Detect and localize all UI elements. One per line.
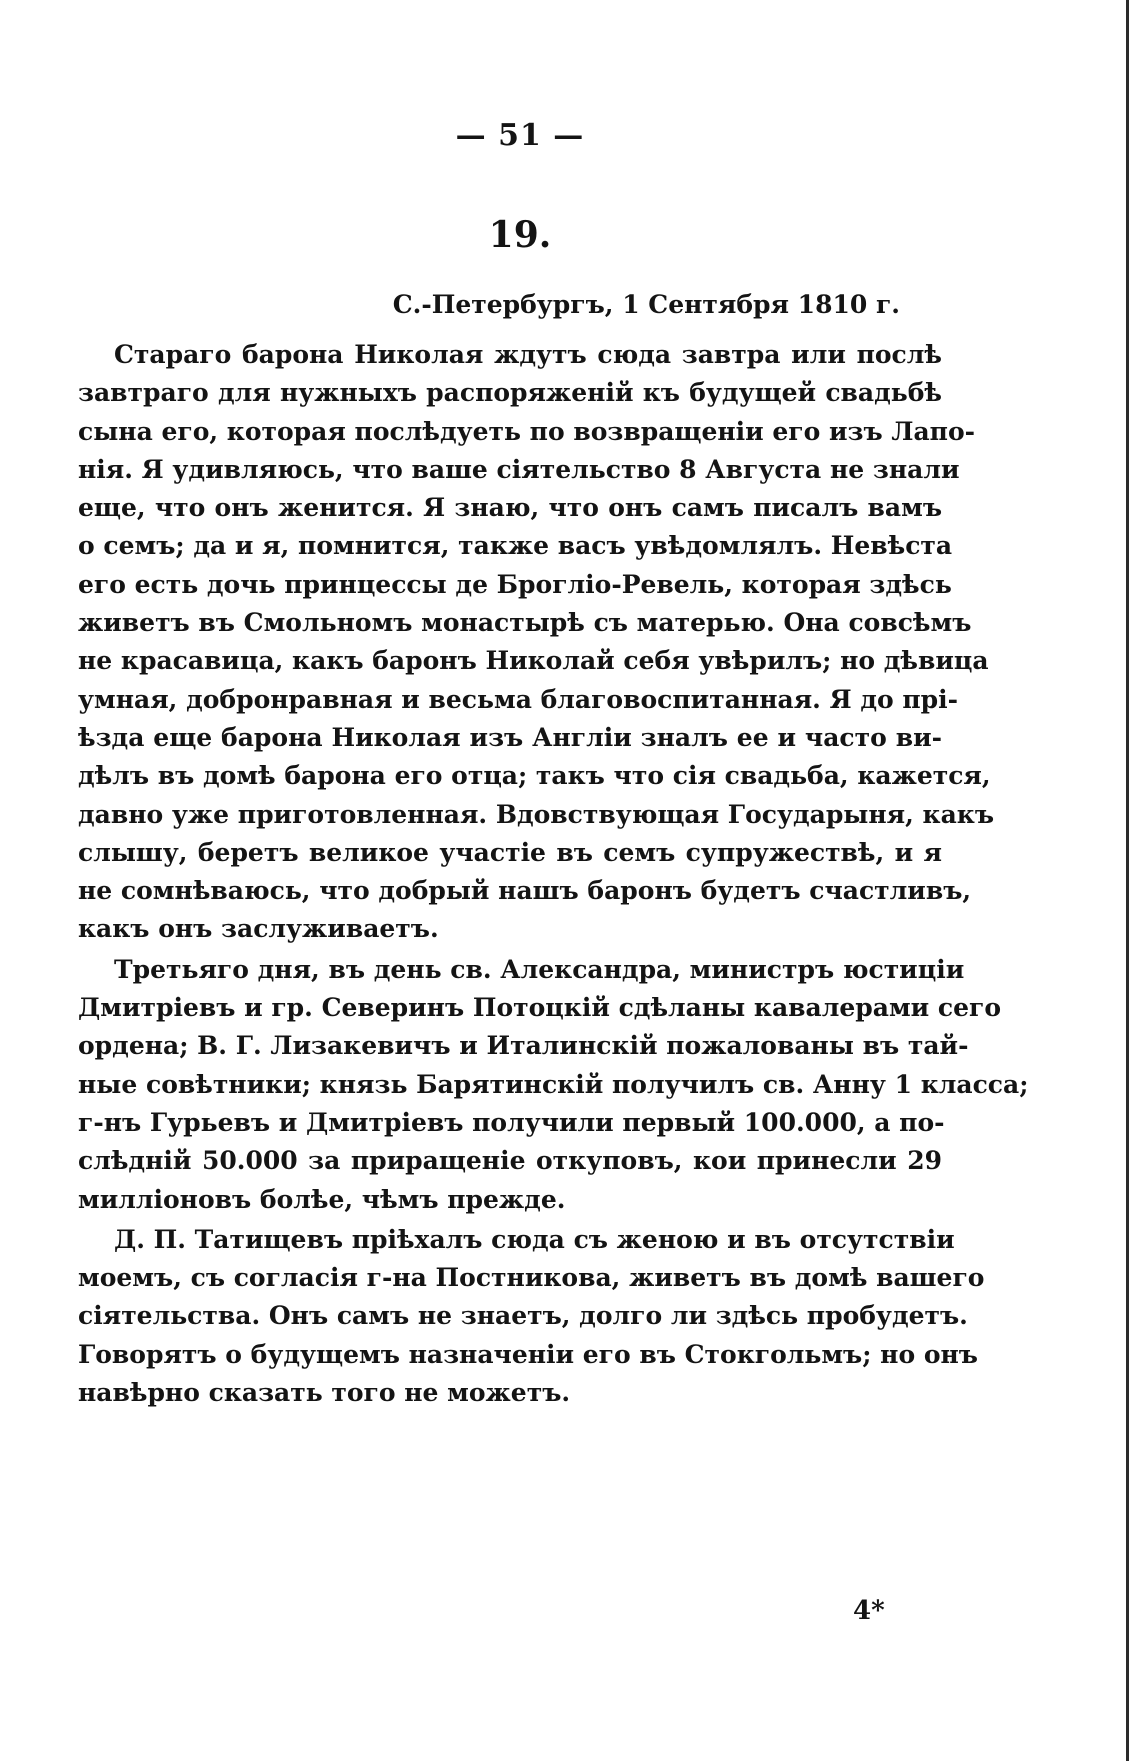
text-line: Говорятъ о будущемъ назначеніи его въ Стокгольмъ; но онъ xyxy=(78,1339,978,1369)
paragraph-1 xyxy=(78,336,995,949)
text-line: не сомнѣваюсь, что добрый нашъ баронъ будетъ счастливъ, xyxy=(78,876,972,906)
text-line: ѣзда еще барона Николая изъ Англіи зналъ ее и часто ви- xyxy=(78,722,942,752)
text-line: завтраго для нужныхъ распоряженій къ будущей свадьбѣ xyxy=(78,378,942,408)
sheet-signature-mark: 4* xyxy=(853,1596,885,1626)
text-line: живетъ въ Смольномъ монастырѣ съ матерью. Она совсѣмъ xyxy=(78,608,972,638)
text-line: о семъ; да и я, помнится, также васъ увѣдомлялъ. Невѣста xyxy=(78,531,953,561)
text-line: милліоновъ болѣе, чѣмъ прежде. xyxy=(78,1184,566,1214)
text-line: слышу, беретъ великое участіе въ семъ супружествѣ, и я xyxy=(78,837,942,867)
text-line: ордена; В. Г. Лизакевичъ и Италинскій пожалованы въ тай- xyxy=(78,1031,969,1061)
letter-body xyxy=(78,336,1029,1414)
text-line: ные совѣтники; князь Барятинскій получилъ св. Анну 1 класса; xyxy=(78,1069,1029,1099)
text-line: Третьяго дня, въ день св. Александра, министръ юстиціи xyxy=(114,954,965,984)
text-line: умная, добронравная и весьма благовоспитанная. Я до прі- xyxy=(78,684,959,714)
paragraph-2 xyxy=(78,951,1029,1219)
dateline: С.-Петербургъ, 1 Сентября 1810 г. xyxy=(392,290,900,319)
page-number: — 51 — xyxy=(455,118,585,153)
text-line: еще, что онъ женится. Я знаю, что онъ самъ писалъ вамъ xyxy=(78,493,942,523)
text-line: какъ онъ заслуживаетъ. xyxy=(78,914,439,944)
text-line: г-нъ Гурьевъ и Дмитріевъ получили первый 100.000, а по- xyxy=(78,1107,945,1137)
page-edge-rule xyxy=(1126,0,1129,1761)
text-line: навѣрно сказать того не можетъ. xyxy=(78,1378,571,1408)
text-line: дѣлъ въ домѣ барона его отца; такъ что сія свадьба, кажется, xyxy=(78,761,991,791)
letter-number: 19. xyxy=(488,214,552,256)
paragraph-3 xyxy=(78,1221,985,1412)
text-line: Стараго барона Николая ждутъ сюда завтра или послѣ xyxy=(114,340,942,369)
text-line: моемъ, съ согласія г-на Постникова, живетъ въ домѣ вашего xyxy=(78,1263,985,1293)
text-line: нія. Я удивляюсь, что ваше сіятельство 8 Августа не знали xyxy=(78,454,960,484)
text-line: давно уже приготовленная. Вдовствующая Государыня, какъ xyxy=(78,799,995,829)
text-line: Дмитріевъ и гр. Северинъ Потоцкій сдѣланы кавалерами сего xyxy=(78,993,1002,1023)
text-line: слѣдній 50.000 за приращеніе откуповъ, кои принесли 29 xyxy=(78,1146,942,1176)
text-line: его есть дочь принцессы де Брогліо-Ревель, которая здѣсь xyxy=(78,569,952,599)
text-line: не красавица, какъ баронъ Николай себя увѣрилъ; но дѣвица xyxy=(78,646,989,676)
text-line: сына его, которая послѣдуеть по возвращеніи его изъ Лапо- xyxy=(78,416,976,446)
text-line: сіятельства. Онъ самъ не знаетъ, долго ли здѣсь пробудетъ. xyxy=(78,1301,968,1331)
text-line: Д. П. Татищевъ пріѣхалъ сюда съ женою и въ отсутствіи xyxy=(114,1224,955,1254)
